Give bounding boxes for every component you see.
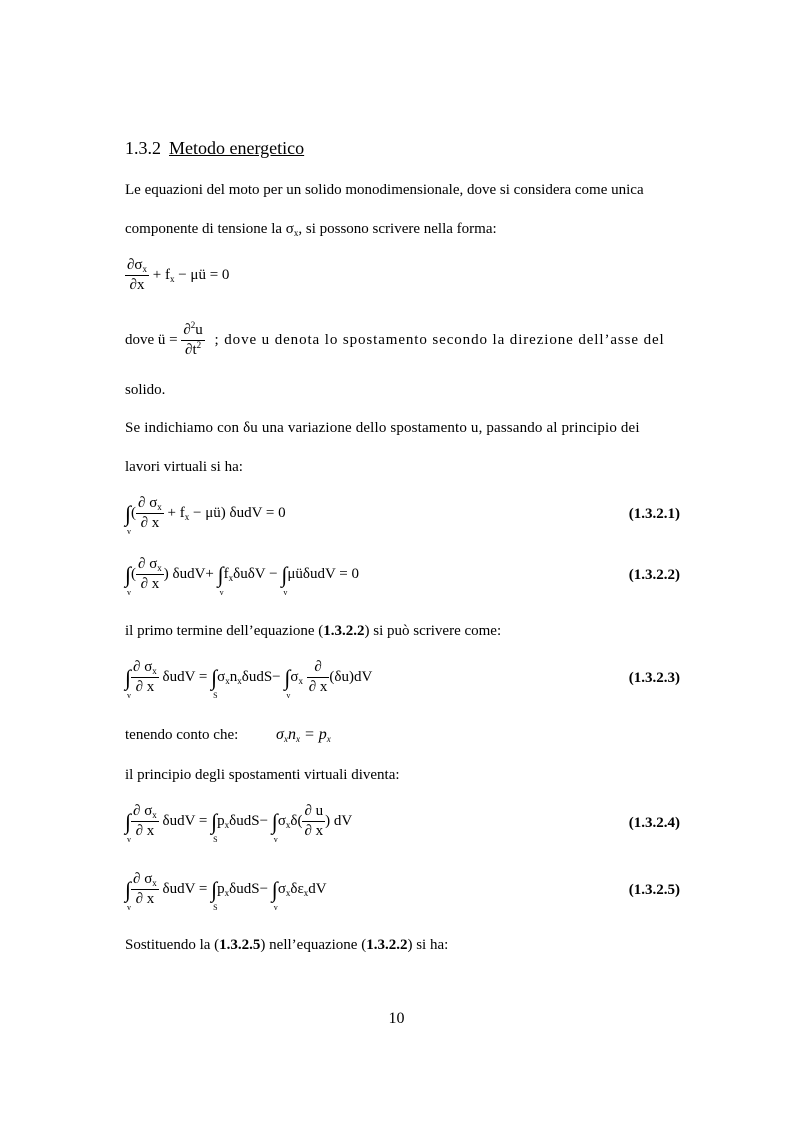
paragraph-6: il principio degli spostamenti virtuali diventa:	[125, 767, 400, 783]
equation-1-3-2-4: ∫ v $\frac{\partial \sigma_x}{\partial x}$ δudV = ∫ S $p_x\delta udS-$ ∫ v $\sigma_x\delta$( $\frac{\partial u}{\partial x}$ ) dV	[125, 803, 353, 844]
fraction-uddot: $\frac{\partial^2u}{\partial t^2}$	[183, 320, 203, 359]
section-number: 1.3.2	[125, 138, 161, 158]
equation-1-3-2-3: ∫ v $\frac{\partial \sigma_x}{\partial x}$ δudV = ∫ S $\sigma_xn_x\delta udS-$ ∫ v $\sigma_x$ $\frac{\partial}{\partial x}$ (δu)dV	[125, 659, 373, 700]
equation-number-4: (1.3.2.4)	[628, 815, 680, 831]
page-number: 10	[388, 1010, 405, 1027]
equation-1-3-2-5: ∫ v $\frac{\partial \sigma_x}{\partial x}$ δudV = ∫ S $p_x\delta udS-$ ∫ v $\sigma_x\delta\varepsilon_xdV$	[125, 871, 327, 912]
paragraph-1a: Le equazioni del moto per un solido monodimensionale, dove si considera come unica	[125, 182, 644, 198]
equation-number-5: (1.3.2.5)	[628, 882, 680, 898]
equation-1-3-2-1: ∫ v ( $\frac{\partial \sigma_x}{\partial x}$ + $f_x$ − μü) δudV = 0	[125, 495, 286, 536]
equation-number-3: (1.3.2.3)	[628, 670, 680, 686]
paragraph-4: il primo termine dell’equazione (1.3.2.2) si può scrivere come:	[125, 623, 502, 639]
paragraph-3b: lavori virtuali si ha:	[125, 459, 243, 475]
relation-sigma-n-p: σxnx = px	[276, 726, 331, 744]
equation-1-3-2-2: ∫ v ( $\frac{\partial \sigma_x}{\partial x}$ ) δudV+ ∫ v $f_x\delta u\delta V$ − ∫ v μüδudV = 0	[125, 556, 360, 597]
paragraph-1b: componente di tensione la $\sigma_x$, si possono scrivere nella forma:	[125, 221, 497, 238]
paragraph-7: Sostituendo la (1.3.2.5) nell’equazione (1.3.2.2) si ha:	[125, 937, 449, 953]
equation-motion: $\frac{\partial\sigma_x}{\partial x}$ + $f_x$ − μü = 0	[127, 257, 230, 293]
equation-number-1: (1.3.2.1)	[628, 506, 680, 522]
section-heading	[125, 138, 304, 159]
paragraph-3a: Se indichiamo con δu una variazione dello spostamento u, passando al principio dei	[125, 420, 640, 436]
paragraph-2-cont: solido.	[125, 382, 166, 398]
section-title: Metodo energetico	[169, 138, 305, 158]
paragraph-5: tenendo conto che: σxnx = px	[125, 726, 331, 744]
equation-number-2: (1.3.2.2)	[628, 567, 680, 583]
fraction-dsigma-dx: $\frac{\partial\sigma_x}{\partial x}$	[127, 257, 147, 293]
paragraph-2: dove ü = $\frac{\partial^2u}{\partial t^2}$ ; dove u denota lo spostamento secondo la direzione dell’asse del	[125, 320, 665, 359]
